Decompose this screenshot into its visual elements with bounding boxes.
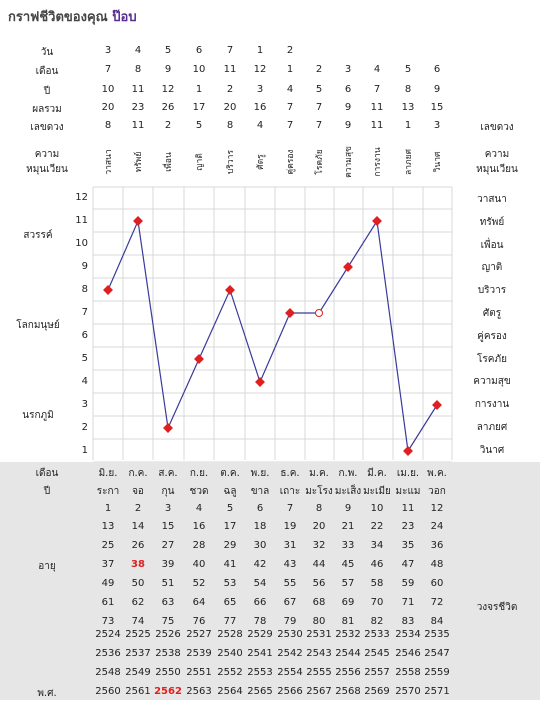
- right-axis-label: วินาศ: [479, 444, 505, 456]
- table-age-cell: 55: [283, 578, 297, 589]
- rotation-label-right: ความ: [484, 149, 510, 160]
- table-age-cell: 80: [312, 616, 326, 627]
- table-be-cell: 2536: [95, 648, 121, 659]
- table-age-cell: 33: [341, 540, 355, 551]
- header-cell: 11: [131, 84, 145, 95]
- table-year: ชวด: [189, 486, 209, 497]
- table-be-cell: 2537: [125, 648, 151, 659]
- table-age-label: อายุ: [38, 561, 56, 572]
- table-month: ส.ค.: [158, 468, 178, 479]
- header-row-label: เลขดวง: [30, 122, 64, 133]
- header-cell: 5: [315, 84, 323, 95]
- table-age-cell: 40: [192, 559, 206, 570]
- header-cell: 2: [315, 64, 323, 75]
- table-be-cell: 2553: [247, 667, 273, 678]
- table-be-cell: 2545: [364, 648, 390, 659]
- table-be-cell: 2565: [247, 686, 273, 697]
- table-be-cell: 2533: [364, 629, 390, 640]
- header-cell: 4: [286, 84, 294, 95]
- table-age-cell: 14: [131, 521, 145, 532]
- table-age-cell: 11: [401, 503, 415, 514]
- table-be-cell: 2566: [277, 686, 303, 697]
- header-cell: 5: [164, 45, 172, 56]
- table-year: มะเส็ง: [334, 486, 362, 497]
- header-cell: 8: [104, 120, 112, 131]
- data-point: [133, 216, 143, 226]
- table-year: ระกา: [96, 486, 120, 497]
- table-age-cell: 2: [134, 503, 142, 514]
- table-month: ก.ย.: [189, 468, 209, 479]
- table-age-cell: 51: [161, 578, 175, 589]
- rotation-label: ลาภยศ: [404, 149, 414, 175]
- table-age-cell: 10: [370, 503, 384, 514]
- table-age-cell: 5: [226, 503, 234, 514]
- table-age-cell: 21: [341, 521, 355, 532]
- table-be-cell: 2531: [306, 629, 332, 640]
- table-be-cell: 2561: [125, 686, 151, 697]
- right-axis-label: เพื่อน: [480, 239, 504, 251]
- table-age-cell: 52: [192, 578, 206, 589]
- table-age-cell: 36: [430, 540, 444, 551]
- header-cell: 12: [253, 64, 267, 75]
- table-be-cell: 2538: [155, 648, 181, 659]
- table-be-cell: 2540: [217, 648, 243, 659]
- header-cell: 20: [101, 102, 115, 113]
- table-year-label: ปี: [43, 486, 51, 497]
- table-be-cell: 2527: [186, 629, 212, 640]
- table-year: มะแม: [395, 486, 421, 497]
- table-be-cell: 2557: [364, 667, 390, 678]
- right-axis-label: ญาติ: [481, 262, 503, 274]
- header-row-label: เดือน: [35, 66, 59, 77]
- table-age-cell: 77: [223, 616, 237, 627]
- table-be-cell: 2528: [217, 629, 243, 640]
- header-cell: 3: [344, 64, 352, 75]
- table-age-cell: 71: [401, 597, 415, 608]
- header-cell: 7: [373, 84, 381, 95]
- rotation-label: วาสนา: [104, 149, 114, 175]
- table-age-cell: 61: [101, 597, 115, 608]
- header-cell: 3: [104, 45, 112, 56]
- data-point: [194, 354, 204, 364]
- header-cell: 9: [344, 102, 352, 113]
- table-age-cell: 67: [283, 597, 297, 608]
- y-tick-label: 2: [81, 422, 88, 433]
- table-year: กุน: [161, 486, 175, 497]
- table-age-cell: 3: [164, 503, 172, 514]
- header-right-label: เลขดวง: [480, 122, 514, 133]
- header-cell: 3: [256, 84, 264, 95]
- table-age-cell: 73: [101, 616, 115, 627]
- table-age-cell: 22: [370, 521, 384, 532]
- header-cell: 11: [223, 64, 237, 75]
- table-be-cell: 2547: [424, 648, 450, 659]
- header-cell: 1: [286, 64, 294, 75]
- table-age-cell: 68: [312, 597, 326, 608]
- title-prefix: กราฟชีวิตของคุณ: [8, 10, 108, 25]
- right-axis-label: การงาน: [474, 399, 510, 411]
- table-be-cell: 2558: [395, 667, 421, 678]
- data-point: [432, 400, 442, 410]
- table-age-cell: 32: [312, 540, 326, 551]
- table-age-cell: 74: [131, 616, 145, 627]
- table-age-cell: 42: [253, 559, 267, 570]
- table-age-cell: 72: [430, 597, 444, 608]
- table-be-cell: 2541: [247, 648, 273, 659]
- y-tick-label: 1: [81, 445, 88, 456]
- table-age-cell: 1: [104, 503, 112, 514]
- header-row-label: ปี: [43, 86, 51, 97]
- table-age-cell: 41: [223, 559, 237, 570]
- header-cell: 16: [253, 102, 267, 113]
- table-age-cell: 50: [131, 578, 145, 589]
- header-cell: 8: [134, 64, 142, 75]
- table-age-cell: 59: [401, 578, 415, 589]
- table-age-cell: 63: [161, 597, 175, 608]
- y-tick-label: 6: [81, 330, 88, 341]
- table-year: ขาล: [250, 486, 270, 497]
- table-month: ต.ค.: [220, 468, 240, 479]
- y-tick-label: 10: [75, 238, 88, 249]
- y-tick-label: 8: [81, 284, 88, 295]
- table-age-cell: 47: [401, 559, 415, 570]
- data-point: [163, 423, 173, 433]
- table-age-cell: 7: [286, 503, 294, 514]
- header-cell: 10: [192, 64, 206, 75]
- table-age-cell: 17: [223, 521, 237, 532]
- table-be-cell: 2529: [247, 629, 273, 640]
- table-age-cell: 70: [370, 597, 384, 608]
- rotation-label-left: ความ: [34, 149, 60, 160]
- data-point: [343, 262, 353, 272]
- y-tick-label: 7: [81, 307, 88, 318]
- table-be-cell: 2542: [277, 648, 303, 659]
- table-be-cell: 2551: [186, 667, 212, 678]
- zone-label: สวรรค์: [23, 230, 53, 241]
- rotation-label-right: หมุนเวียน: [476, 164, 518, 175]
- header-cell: 1: [404, 120, 412, 131]
- rotation-label: โรคภัย: [315, 149, 325, 175]
- right-axis-label: โรคภัย: [477, 353, 507, 365]
- rotation-label: ทรัพย์: [134, 151, 144, 173]
- table-age-cell: 81: [341, 616, 355, 627]
- header-cell: 23: [131, 102, 145, 113]
- table-age-cell: 8: [315, 503, 323, 514]
- table-be-cell: 2567: [306, 686, 332, 697]
- table-age-cell: 4: [195, 503, 203, 514]
- header-cell: 6: [344, 84, 352, 95]
- title-name: ป๊อบ: [112, 10, 137, 25]
- table-age-cell: 20: [312, 521, 326, 532]
- header-cell: 26: [161, 102, 175, 113]
- header-row-label: ผลรวม: [32, 104, 62, 115]
- table-month-label: เดือน: [35, 468, 59, 479]
- table-age-cell: 39: [161, 559, 175, 570]
- table-age-cell: 64: [192, 597, 206, 608]
- table-age-cell: 82: [370, 616, 384, 627]
- table-age-cell: 29: [223, 540, 237, 551]
- rotation-label: บริวาร: [226, 149, 236, 175]
- table-age-cell: 78: [253, 616, 267, 627]
- table-age-cell: 25: [101, 540, 115, 551]
- data-point: [403, 446, 413, 456]
- rotation-label: ญาติ: [195, 153, 205, 171]
- header-cell: 11: [131, 120, 145, 131]
- header-cell: 5: [195, 120, 203, 131]
- header-cell: 8: [226, 120, 234, 131]
- rotation-label: การงาน: [373, 147, 383, 177]
- table-be-cell: 2546: [395, 648, 421, 659]
- table-age-cell: 24: [430, 521, 444, 532]
- table-be-cell: 2534: [395, 629, 421, 640]
- table-age-cell: 37: [101, 559, 115, 570]
- table-be-cell: 2552: [217, 667, 243, 678]
- header-cell: 17: [192, 102, 206, 113]
- right-axis-label: คู่ครอง: [477, 330, 507, 342]
- table-year: เถาะ: [279, 486, 301, 497]
- table-age-cell: 31: [283, 540, 297, 551]
- table-be-cell: 2544: [335, 648, 361, 659]
- table-be-cell: 2569: [364, 686, 390, 697]
- data-point: [285, 308, 295, 318]
- table-be-cell: 2550: [155, 667, 181, 678]
- data-point: [255, 377, 265, 387]
- table-be-cell: 2559: [424, 667, 450, 678]
- data-point: [225, 285, 235, 295]
- table-be-cell: 2562: [154, 686, 182, 697]
- table-year: จอ: [132, 486, 144, 497]
- header-cell: 4: [256, 120, 264, 131]
- table-age-cell: 16: [192, 521, 206, 532]
- y-tick-label: 4: [81, 376, 88, 387]
- right-axis-label: วาสนา: [477, 194, 507, 205]
- header-cell: 12: [161, 84, 175, 95]
- right-axis-label: บริวาร: [477, 285, 507, 297]
- table-age-cell: 35: [401, 540, 415, 551]
- header-cell: 7: [315, 120, 323, 131]
- table-be-cell: 2526: [155, 629, 181, 640]
- table-age-cell: 60: [430, 578, 444, 589]
- table-be-cell: 2532: [335, 629, 361, 640]
- header-cell: 6: [433, 64, 441, 75]
- header-cell: 13: [401, 102, 415, 113]
- right-axis-label: ความสุข: [473, 376, 511, 388]
- rotation-label: ศัตรู: [256, 154, 266, 170]
- table-be-cell: 2570: [395, 686, 421, 697]
- table-be-label: พ.ศ.: [37, 688, 57, 699]
- header-cell: 20: [223, 102, 237, 113]
- table-month: พ.ย.: [250, 468, 270, 479]
- table-age-cell: 48: [430, 559, 444, 570]
- table-age-cell: 30: [253, 540, 267, 551]
- header-cell: 10: [101, 84, 115, 95]
- table-month: มิ.ย.: [98, 468, 118, 479]
- table-age-cell: 34: [370, 540, 384, 551]
- table-age-cell: 57: [341, 578, 355, 589]
- table-be-cell: 2525: [125, 629, 151, 640]
- table-year: มะโรง: [305, 486, 333, 497]
- header-row-label: วัน: [40, 47, 54, 58]
- table-age-cell: 15: [161, 521, 175, 532]
- right-axis-label: ศัตรู: [482, 308, 502, 319]
- table-be-cell: 2543: [306, 648, 332, 659]
- header-cell: 2: [226, 84, 234, 95]
- table-year: ฉลู: [223, 486, 237, 497]
- table-be-cell: 2555: [306, 667, 332, 678]
- table-age-cell: 46: [370, 559, 384, 570]
- table-be-cell: 2571: [424, 686, 450, 697]
- table-age-cell: 23: [401, 521, 415, 532]
- rotation-label-left: หมุนเวียน: [26, 164, 68, 175]
- table-age-cell: 43: [283, 559, 297, 570]
- header-cell: 8: [404, 84, 412, 95]
- header-cell: 15: [430, 102, 444, 113]
- header-cell: 4: [134, 45, 142, 56]
- table-age-cell: 6: [256, 503, 264, 514]
- header-cell: 11: [370, 102, 384, 113]
- table-be-cell: 2554: [277, 667, 303, 678]
- table-age-cell: 13: [101, 521, 115, 532]
- header-cell: 7: [315, 102, 323, 113]
- rotation-label: วินาศ: [433, 151, 443, 173]
- table-month: เม.ย.: [396, 468, 420, 479]
- table-age-cell: 83: [401, 616, 415, 627]
- table-age-cell: 45: [341, 559, 355, 570]
- data-point: [103, 285, 113, 295]
- y-tick-label: 9: [81, 261, 88, 272]
- table-age-cell: 84: [430, 616, 444, 627]
- table-be-cell: 2548: [95, 667, 121, 678]
- table-month: พ.ค.: [427, 468, 447, 479]
- zone-label: โลกมนุษย์: [16, 320, 60, 331]
- table-be-cell: 2564: [217, 686, 243, 697]
- table-be-cell: 2535: [424, 629, 450, 640]
- table-age-cell: 19: [283, 521, 297, 532]
- header-cell: 1: [195, 84, 203, 95]
- table-age-cell: 27: [161, 540, 175, 551]
- header-cell: 9: [433, 84, 441, 95]
- table-age-cell: 65: [223, 597, 237, 608]
- y-tick-label: 11: [75, 215, 88, 226]
- table-age-cell: 9: [344, 503, 352, 514]
- header-cell: 9: [164, 64, 172, 75]
- table-age-cell: 75: [161, 616, 175, 627]
- table-age-cell: 79: [283, 616, 297, 627]
- table-age-cell: 26: [131, 540, 145, 551]
- table-year: มะเมีย: [363, 486, 391, 497]
- table-be-cell: 2568: [335, 686, 361, 697]
- table-be-cell: 2556: [335, 667, 361, 678]
- header-cell: 7: [286, 102, 294, 113]
- table-age-cell: 44: [312, 559, 326, 570]
- table-age-cell: 38: [131, 559, 145, 570]
- table-be-cell: 2524: [95, 629, 121, 640]
- table-age-cell: 12: [430, 503, 444, 514]
- header-cell: 2: [286, 45, 294, 56]
- y-tick-label: 5: [81, 353, 88, 364]
- header-cell: 5: [404, 64, 412, 75]
- table-age-cell: 54: [253, 578, 267, 589]
- table-be-cell: 2530: [277, 629, 303, 640]
- rotation-label: คู่ครอง: [286, 149, 296, 175]
- rotation-label: ความสุข: [344, 146, 354, 178]
- right-axis-label: ลาภยศ: [476, 422, 508, 433]
- y-tick-label: 12: [75, 192, 88, 203]
- data-point: [372, 216, 382, 226]
- header-cell: 3: [433, 120, 441, 131]
- zone-label: นรกภูมิ: [22, 410, 54, 421]
- header-cell: 11: [370, 120, 384, 131]
- data-point: [316, 310, 323, 317]
- table-month: มี.ค.: [367, 468, 387, 479]
- table-year: วอก: [428, 486, 446, 497]
- table-be-cell: 2539: [186, 648, 212, 659]
- header-cell: 7: [286, 120, 294, 131]
- table-age-cell: 58: [370, 578, 384, 589]
- table-age-cell: 76: [192, 616, 206, 627]
- header-cell: 6: [195, 45, 203, 56]
- table-age-cell: 66: [253, 597, 267, 608]
- right-axis-label: ทรัพย์: [479, 216, 505, 228]
- rotation-label: เพื่อน: [164, 152, 174, 172]
- table-age-cell: 28: [192, 540, 206, 551]
- table-cycle-label: วงจรชีวิต: [476, 602, 518, 613]
- table-age-cell: 62: [131, 597, 145, 608]
- header-cell: 7: [104, 64, 112, 75]
- table-age-cell: 49: [101, 578, 115, 589]
- table-be-cell: 2563: [186, 686, 212, 697]
- table-month: ก.ค.: [128, 468, 148, 479]
- table-month: ธ.ค.: [280, 468, 300, 479]
- table-age-cell: 56: [312, 578, 326, 589]
- table-age-cell: 69: [341, 597, 355, 608]
- header-cell: 7: [226, 45, 234, 56]
- table-be-cell: 2549: [125, 667, 151, 678]
- header-cell: 9: [344, 120, 352, 131]
- table-be-cell: 2560: [95, 686, 121, 697]
- table-month: ก.พ.: [338, 468, 358, 479]
- header-cell: 1: [256, 45, 264, 56]
- y-tick-label: 3: [81, 399, 88, 410]
- table-month: ม.ค.: [309, 468, 329, 479]
- table-age-cell: 53: [223, 578, 237, 589]
- table-age-cell: 18: [253, 521, 267, 532]
- header-cell: 2: [164, 120, 172, 131]
- header-cell: 4: [373, 64, 381, 75]
